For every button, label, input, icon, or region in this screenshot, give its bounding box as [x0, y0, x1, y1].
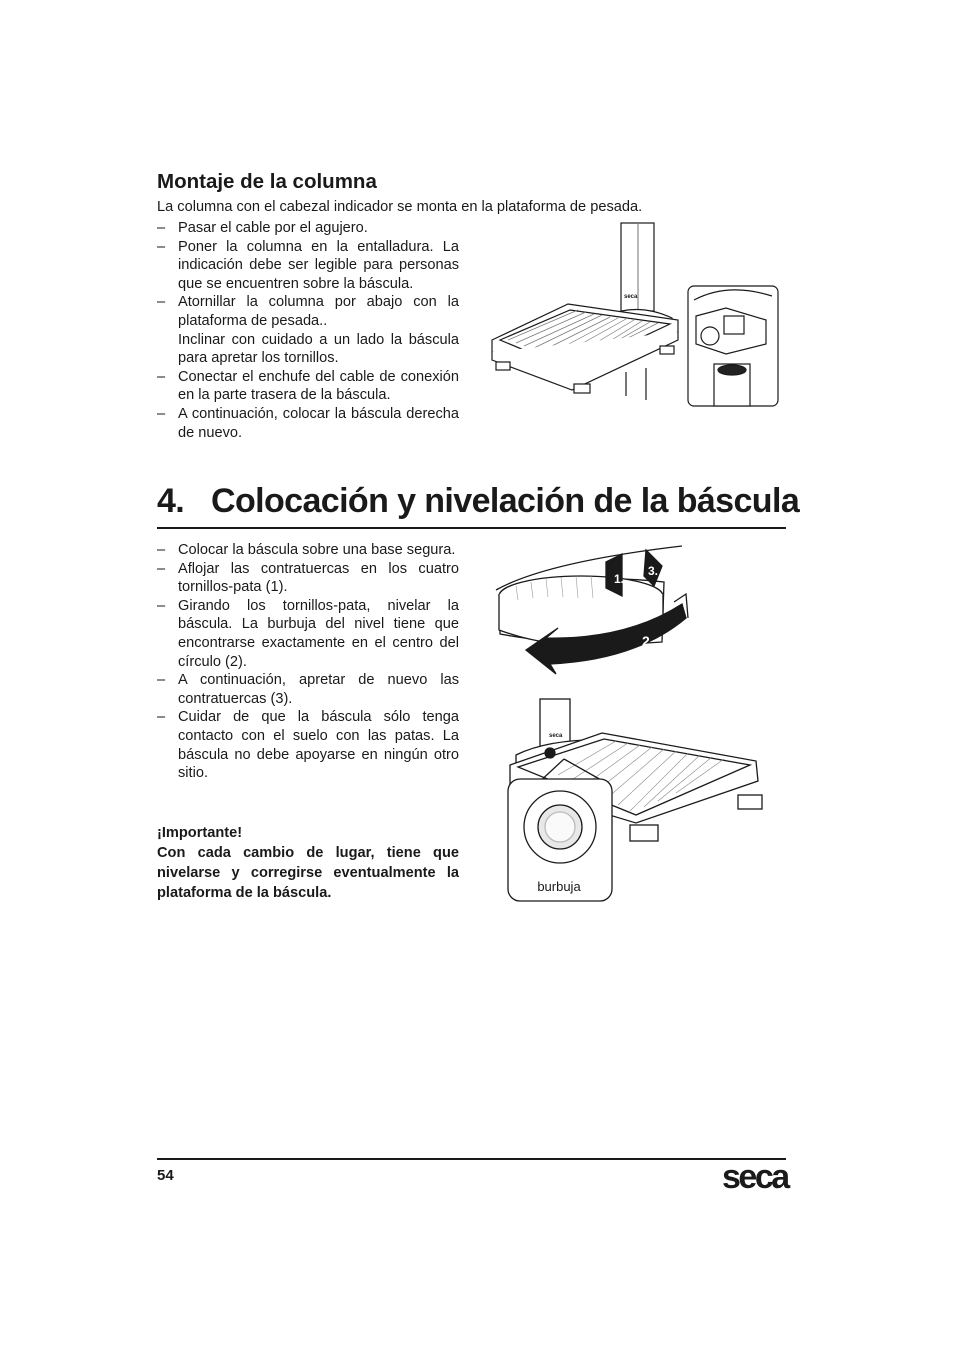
important-title: ¡Importante!: [157, 825, 243, 841]
list-item-text: Atornillar la columna por abajo con la plataforma de pesada..: [178, 294, 459, 329]
list-item: [157, 293, 459, 367]
important-text: Con cada cambio de lugar, tiene que nivelarse y corregirse eventualmente la plataforma de la báscula.: [157, 845, 459, 901]
heading-divider: [157, 527, 786, 529]
foot-adjustment-illustration: [486, 542, 691, 672]
list-item-continuation: Inclinar con cuidado a un lado la báscula para apretar los tornillos.: [178, 331, 459, 367]
footer-divider: [157, 1158, 786, 1160]
step-2-label: 2.: [642, 633, 654, 649]
list-item: – A continuación, colocar la báscula derecha de nuevo.: [157, 405, 459, 442]
list-item: – Conectar el enchufe del cable de conexión en la parte trasera de la báscula.: [157, 368, 459, 405]
column-brand-label: seca: [549, 733, 563, 739]
section-intro: La columna con el cabezal indicador se monta en la plataforma de pesada.: [157, 199, 643, 215]
list-item: – Girando los tornillos-pata, nivelar la báscula. La burbuja del nivel tiene que encontrarse exactamente en el centro del círculo (2).: [157, 597, 459, 671]
list-item: – Poner la columna en la entalladura. La indicación debe ser legible para personas que se encuentren sobre la báscula.: [157, 238, 459, 294]
step-1-label: 1.: [614, 572, 625, 586]
list-item: – Cuidar de que la báscula sólo tenga contacto con el suelo con las patas. La báscula no debe apoyarse en ningún otro sitio.: [157, 708, 459, 782]
column-mounting-illustration: [488, 220, 783, 410]
list-item: – A continuación, apretar de nuevo las contratuercas (3).: [157, 671, 459, 708]
section-title-column-mounting: Montaje de la columna: [157, 170, 377, 193]
chapter-number: 4.: [157, 482, 185, 520]
column-brand-label: seca: [624, 294, 638, 300]
chapter-heading: [157, 482, 799, 521]
step-3-label: 3.: [648, 564, 659, 578]
leveling-steps-list: [157, 541, 459, 783]
page-number: 54: [157, 1167, 174, 1184]
list-item: – Aflojar las contratuercas en los cuatro tornillos-pata (1).: [157, 560, 459, 597]
brand-logo: seca: [722, 1158, 788, 1196]
important-note: [157, 823, 459, 903]
list-item: – Pasar el cable por el agujero.: [157, 219, 459, 238]
bubble-caption: burbuja: [537, 879, 581, 894]
bubble-level-illustration: [506, 697, 774, 905]
list-item: – Colocar la báscula sobre una base segura.: [157, 541, 459, 560]
mounting-steps-list: [157, 219, 459, 442]
chapter-title: Colocación y nivelación de la báscula: [211, 482, 800, 520]
